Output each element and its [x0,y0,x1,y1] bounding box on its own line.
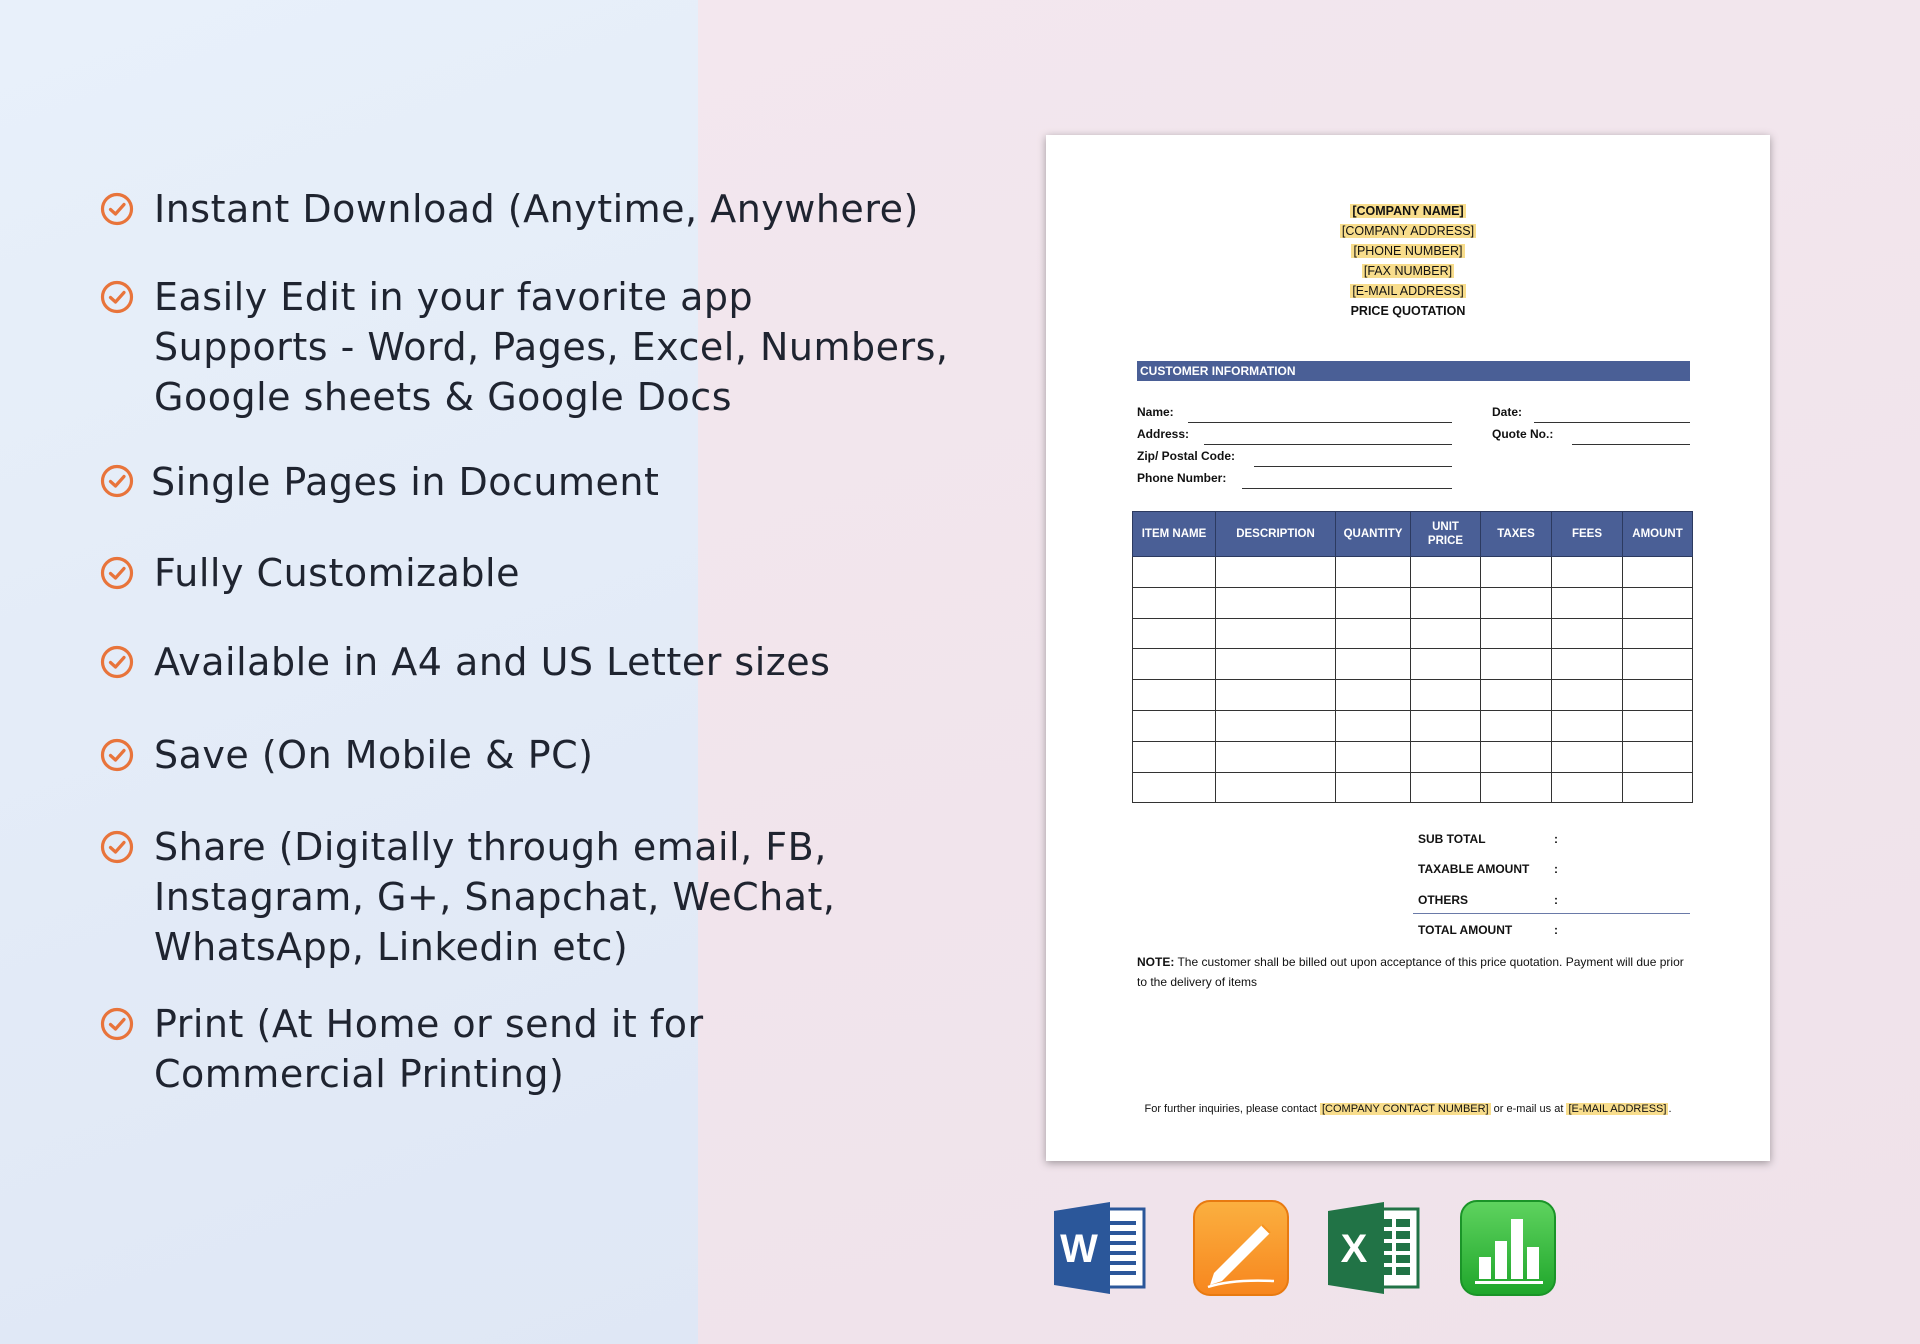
table-row [1133,649,1693,680]
total-amount-label: TOTAL AMOUNT [1418,923,1513,937]
total-amount-colon: : [1554,923,1558,937]
table-cell[interactable] [1552,710,1623,741]
excel-icon [1326,1199,1424,1297]
table-header-row [1133,512,1693,557]
quote-no-label: Quote No.: [1492,427,1554,441]
table-cell[interactable] [1216,710,1336,741]
table-cell[interactable] [1216,618,1336,649]
table-cell[interactable] [1411,557,1481,588]
col-amount: AMOUNT [1623,512,1693,557]
table-cell[interactable] [1133,618,1216,649]
quote-no-line [1572,444,1690,445]
col-item-name: ITEM NAME [1133,512,1216,557]
table-cell[interactable] [1336,772,1411,803]
pages-icon [1192,1199,1290,1297]
quotation-document [1046,135,1770,1161]
numbers-icon [1459,1199,1557,1297]
footer-prefix: For further inquiries, please contact [1144,1103,1320,1115]
table-cell[interactable] [1623,680,1693,711]
others-label: OTHERS [1418,893,1469,907]
taxable-amount-colon: : [1554,862,1558,876]
table-cell[interactable] [1216,772,1336,803]
feature-text: Print (At Home or send it for Commercial Printing) [154,1002,704,1096]
word-icon [1052,1199,1150,1297]
table-row [1133,618,1693,649]
sub-total-colon: : [1554,832,1558,846]
check-circle-icon [100,556,134,590]
table-cell[interactable] [1552,557,1623,588]
table-cell[interactable] [1336,710,1411,741]
table-cell[interactable] [1481,741,1552,772]
name-line [1188,422,1452,423]
table-cell[interactable] [1481,772,1552,803]
company-fax: [FAX NUMBER] [1363,264,1453,278]
feature-text: Save (On Mobile & PC) [154,733,594,777]
table-cell[interactable] [1481,557,1552,588]
address-label: Address: [1137,427,1190,441]
phone-label: Phone Number: [1137,471,1227,485]
footer-middle: or e-mail us at [1490,1103,1567,1115]
table-cell[interactable] [1552,618,1623,649]
table-cell[interactable] [1481,649,1552,680]
excel-letter: X [1340,1227,1368,1271]
table-cell[interactable] [1411,710,1481,741]
others-colon: : [1554,893,1558,907]
name-label: Name: [1137,405,1174,419]
date-label: Date: [1492,405,1523,419]
table-cell[interactable] [1552,680,1623,711]
table-row [1133,587,1693,618]
company-email: [E-MAIL ADDRESS] [1352,284,1464,298]
table-cell[interactable] [1216,649,1336,680]
table-cell[interactable] [1623,710,1693,741]
col-taxes: TAXES [1481,512,1552,557]
check-circle-icon [100,738,134,772]
col-unit-price: UNIT PRICE [1411,512,1481,557]
zip-label: Zip/ Postal Code: [1137,449,1236,463]
note-paragraph [1137,952,1697,992]
table-cell[interactable] [1411,772,1481,803]
table-cell[interactable] [1481,618,1552,649]
feature-text: Fully Customizable [154,551,520,595]
table-cell[interactable] [1133,587,1216,618]
table-cell[interactable] [1623,649,1693,680]
document-footer [1046,1103,1770,1115]
table-cell[interactable] [1552,772,1623,803]
word-letter: W [1060,1227,1098,1271]
footer-email: [E-MAIL ADDRESS] [1568,1103,1667,1115]
table-cell[interactable] [1481,680,1552,711]
feature-text: Single Pages in Document [151,460,660,504]
table-cell[interactable] [1411,741,1481,772]
date-line [1534,422,1690,423]
feature-text: Share (Digitally through email, FB, Instagram, G+, Snapchat, WeChat, WhatsApp, Linkedin etc) [154,825,836,969]
table-cell[interactable] [1133,680,1216,711]
table-cell[interactable] [1623,557,1693,588]
table-cell[interactable] [1133,557,1216,588]
table-cell[interactable] [1623,587,1693,618]
table-cell[interactable] [1481,710,1552,741]
document-title: PRICE QUOTATION [1350,304,1466,318]
table-cell[interactable] [1336,741,1411,772]
table-cell[interactable] [1411,587,1481,618]
table-cell[interactable] [1411,680,1481,711]
feature-text: Available in A4 and US Letter sizes [154,640,831,684]
table-row [1133,680,1693,711]
note-label: NOTE: [1137,955,1175,969]
check-circle-icon [100,280,134,314]
col-quantity: QUANTITY [1336,512,1411,557]
table-cell[interactable] [1216,680,1336,711]
table-cell[interactable] [1133,741,1216,772]
company-header [1046,201,1770,321]
zip-line [1254,466,1452,467]
sub-total-label: SUB TOTAL [1418,832,1486,846]
check-circle-icon [100,830,134,864]
table-cell[interactable] [1481,587,1552,618]
table-cell[interactable] [1336,680,1411,711]
items-table [1132,511,1693,803]
table-cell[interactable] [1411,618,1481,649]
check-circle-icon [100,464,134,498]
table-cell[interactable] [1552,741,1623,772]
feature-text: Instant Download (Anytime, Anywhere) [154,187,919,231]
table-cell[interactable] [1336,587,1411,618]
totals-divider [1413,913,1690,914]
table-cell[interactable] [1552,587,1623,618]
company-name: [COMPANY NAME] [1352,204,1464,218]
company-phone: [PHONE NUMBER] [1353,244,1463,258]
check-circle-icon [100,192,134,226]
table-cell[interactable] [1552,649,1623,680]
address-line [1204,444,1452,445]
table-cell[interactable] [1623,618,1693,649]
footer-suffix: . [1668,1103,1672,1115]
table-cell[interactable] [1623,741,1693,772]
table-row [1133,741,1693,772]
table-cell[interactable] [1623,772,1693,803]
note-text: The customer shall be billed out upon acceptance of this price quotation. Payment will due prior to the delivery of items [1137,955,1684,989]
check-circle-icon [100,645,134,679]
table-row [1133,557,1693,588]
table-cell[interactable] [1216,741,1336,772]
table-cell[interactable] [1133,710,1216,741]
table-cell[interactable] [1336,649,1411,680]
company-address: [COMPANY ADDRESS] [1341,224,1475,238]
col-fees: FEES [1552,512,1623,557]
table-cell[interactable] [1216,557,1336,588]
footer-contact: [COMPANY CONTACT NUMBER] [1321,1103,1489,1115]
customer-info-header: CUSTOMER INFORMATION [1137,361,1690,381]
table-row [1133,772,1693,803]
feature-text: Easily Edit in your favorite app Supports - Word, Pages, Excel, Numbers, Google sheets & Google Docs [154,275,949,419]
table-cell[interactable] [1216,587,1336,618]
col-description: DESCRIPTION [1216,512,1336,557]
table-cell[interactable] [1336,618,1411,649]
taxable-amount-label: TAXABLE AMOUNT [1418,862,1530,876]
table-cell[interactable] [1133,649,1216,680]
table-row [1133,710,1693,741]
check-circle-icon [100,1007,134,1041]
table-cell[interactable] [1336,557,1411,588]
table-cell[interactable] [1411,649,1481,680]
table-cell[interactable] [1133,772,1216,803]
phone-line [1242,488,1452,489]
